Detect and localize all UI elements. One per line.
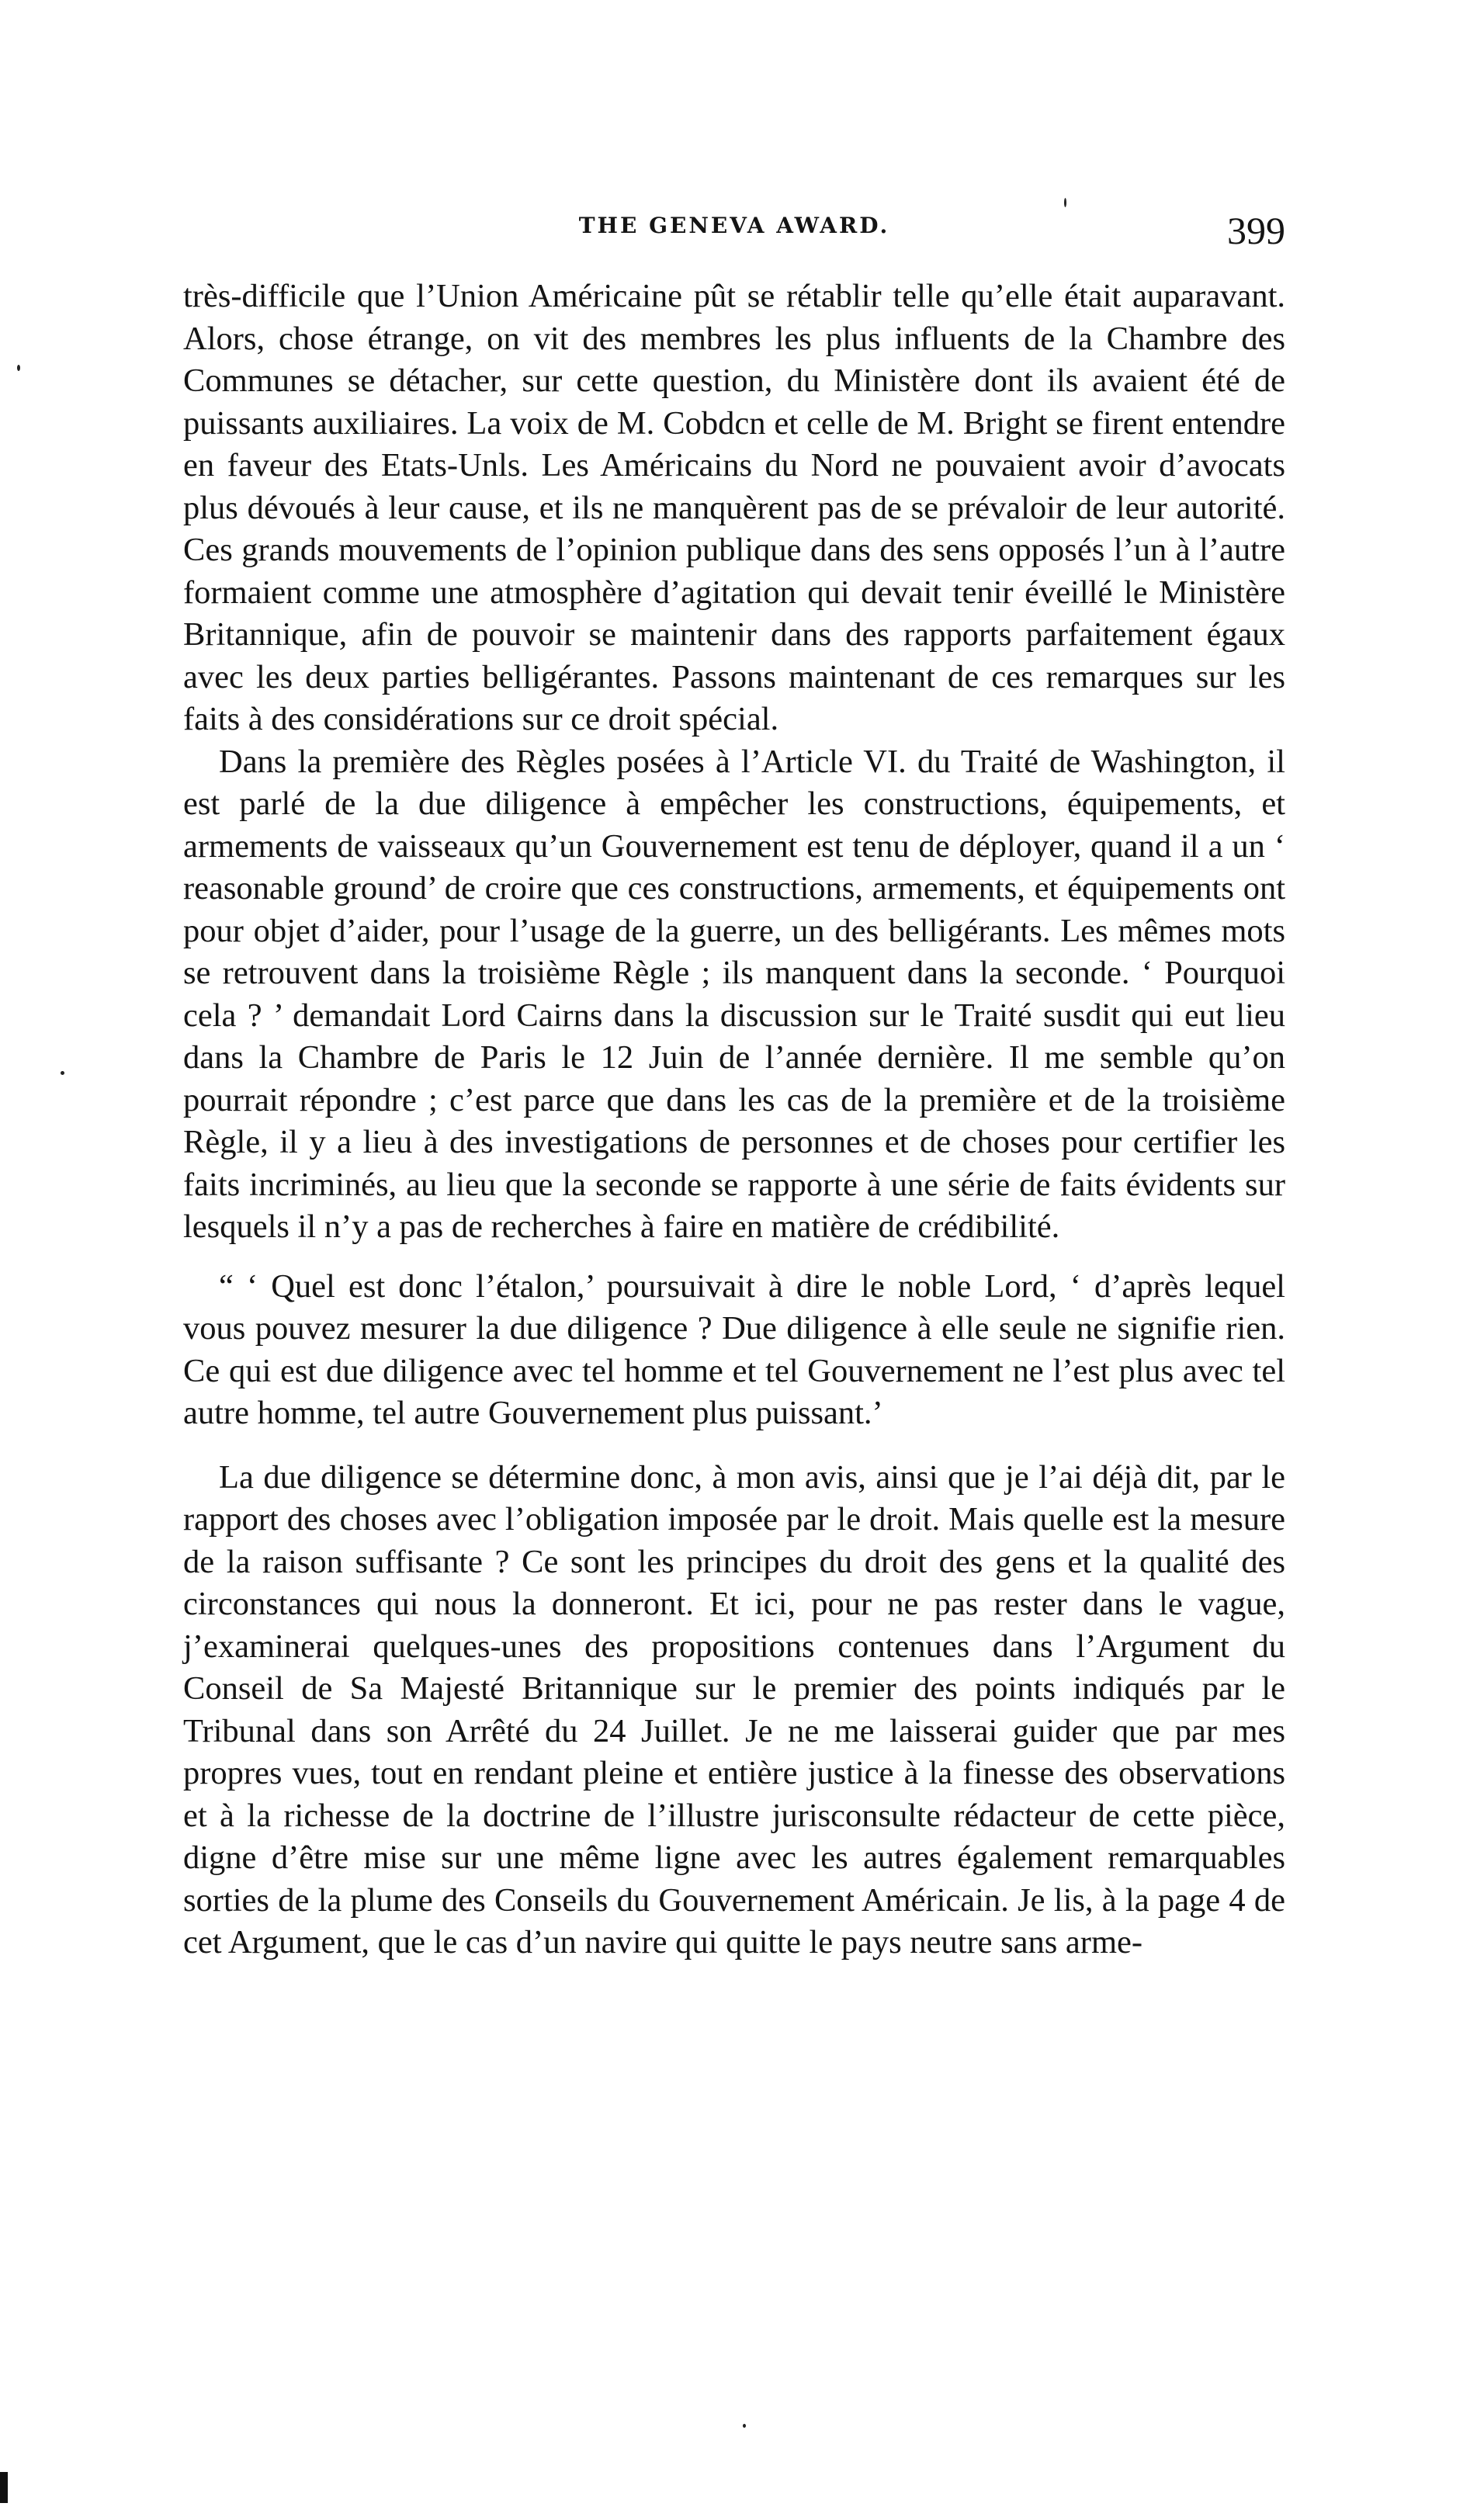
paragraph: Dans la première des Règles posées à l’Article VI. du Traité de Washington, il est parlé de la due diligence à empêcher les constructions, équipements, et armements de vaisseaux qu’un Gouvernement est tenu de déployer, quand il a un ‘ reasonable ground’ de croire que ces constructions, armements, et équipements ont pour objet d’aider, pour l’usage de la guerre, un des belligérants. Les mêmes mots se retrouvent dans la troisième Règle ; ils manquent dans la seconde. ‘ Pourquoi cela ? ’ demandait Lord Cairns dans la discussion sur le Traité susdit qui eut lieu dans la Chambre de Paris le 12 Juin de l’année dernière. Il me semble qu’on pourrait répondre ; c’est parce que dans les cas de la première et de la troisième Règle, il y a lieu à des investigations de personnes et de choses pour certifier les faits incriminés, au lieu que la seconde se rapporte à une série de faits évidents sur lesquels il n’y a pas de recherches à faire en matière de crédibilité.	[183, 743, 1285, 1245]
paragraph: La due diligence se détermine donc, à mon avis, ainsi que je l’ai déjà dit, par le rapport des choses avec l’obligation imposée par le droit. Mais quelle est la mesure de la raison suffisante ? Ce sont les principes du droit des gens et la qualité des circonstances qui nous la donneront. Et ici, pour ne pas rester dans le vague, j’examinerai quelques-unes des propositions contenues dans l’Argument du Conseil de Sa Majesté Britannique sur le premier des points indiqués par le Tribunal dans son Arrêté du 24 Juillet. Je ne me laisserai guider que par mes propres vues, tout en rendant pleine et entière justice à la finesse des observations et à la richesse de la doctrine de l’illustre jurisconsulte rédacteur de cette pièce, digne d’être mise sur une même ligne avec les autres également remarquables sorties de la plume des Conseils du Gouvernement Américain. Je lis, à la page 4 de cet Argument, que le cas d’un navire qui quitte le pays neutre sans arme-	[183, 1458, 1285, 1961]
body-text	[183, 276, 1285, 1964]
scan-speck	[1064, 198, 1066, 207]
paragraph: “ ‘ Quel est donc l’étalon,’ poursuivait à dire le noble Lord, ‘ d’après lequel vous pouvez mesurer la due diligence ? Due diligence à elle seule ne signifie rien. Ce qui est due diligence avec tel homme et tel Gouvernement ne l’est plus avec tel autre homme, tel autre Gouvernement plus puissant.’	[183, 1267, 1285, 1431]
scan-speck	[17, 365, 20, 371]
scan-edge-mark	[0, 2472, 8, 2503]
scan-speck	[743, 2424, 746, 2428]
page-number: 399	[1227, 209, 1285, 252]
running-head	[183, 208, 1285, 256]
scan-speck	[61, 1071, 64, 1075]
paragraph: très-difficile que l’Union Américaine pût se rétablir telle qu’elle était auparavant. Alors, chose étrange, on vit des membres les plus influents de la Chambre des Communes se détacher, sur cette question, du Ministère dont ils avaient été de puissants auxiliaires. La voix de M. Cobdcn et celle de M. Bright se firent entendre en faveur des Etats-Unls. Les Américains du Nord ne pouvaient avoir d’avocats plus dévoués à leur cause, et ils ne manquèrent pas de se prévaloir de leur autorité. Ces grands mouvements de l’opinion publique dans des sens opposés l’un à l’autre formaient comme une atmosphère d’agitation qui devait tenir éveillé le Ministère Britannique, afin de pouvoir se maintenir dans des rapports parfaitement égaux avec les deux parties belligérantes. Passons maintenant de ces remarques sur les faits à des considérations sur ce droit spécial.	[183, 278, 1285, 737]
running-title: THE GENEVA AWARD.	[578, 213, 890, 238]
